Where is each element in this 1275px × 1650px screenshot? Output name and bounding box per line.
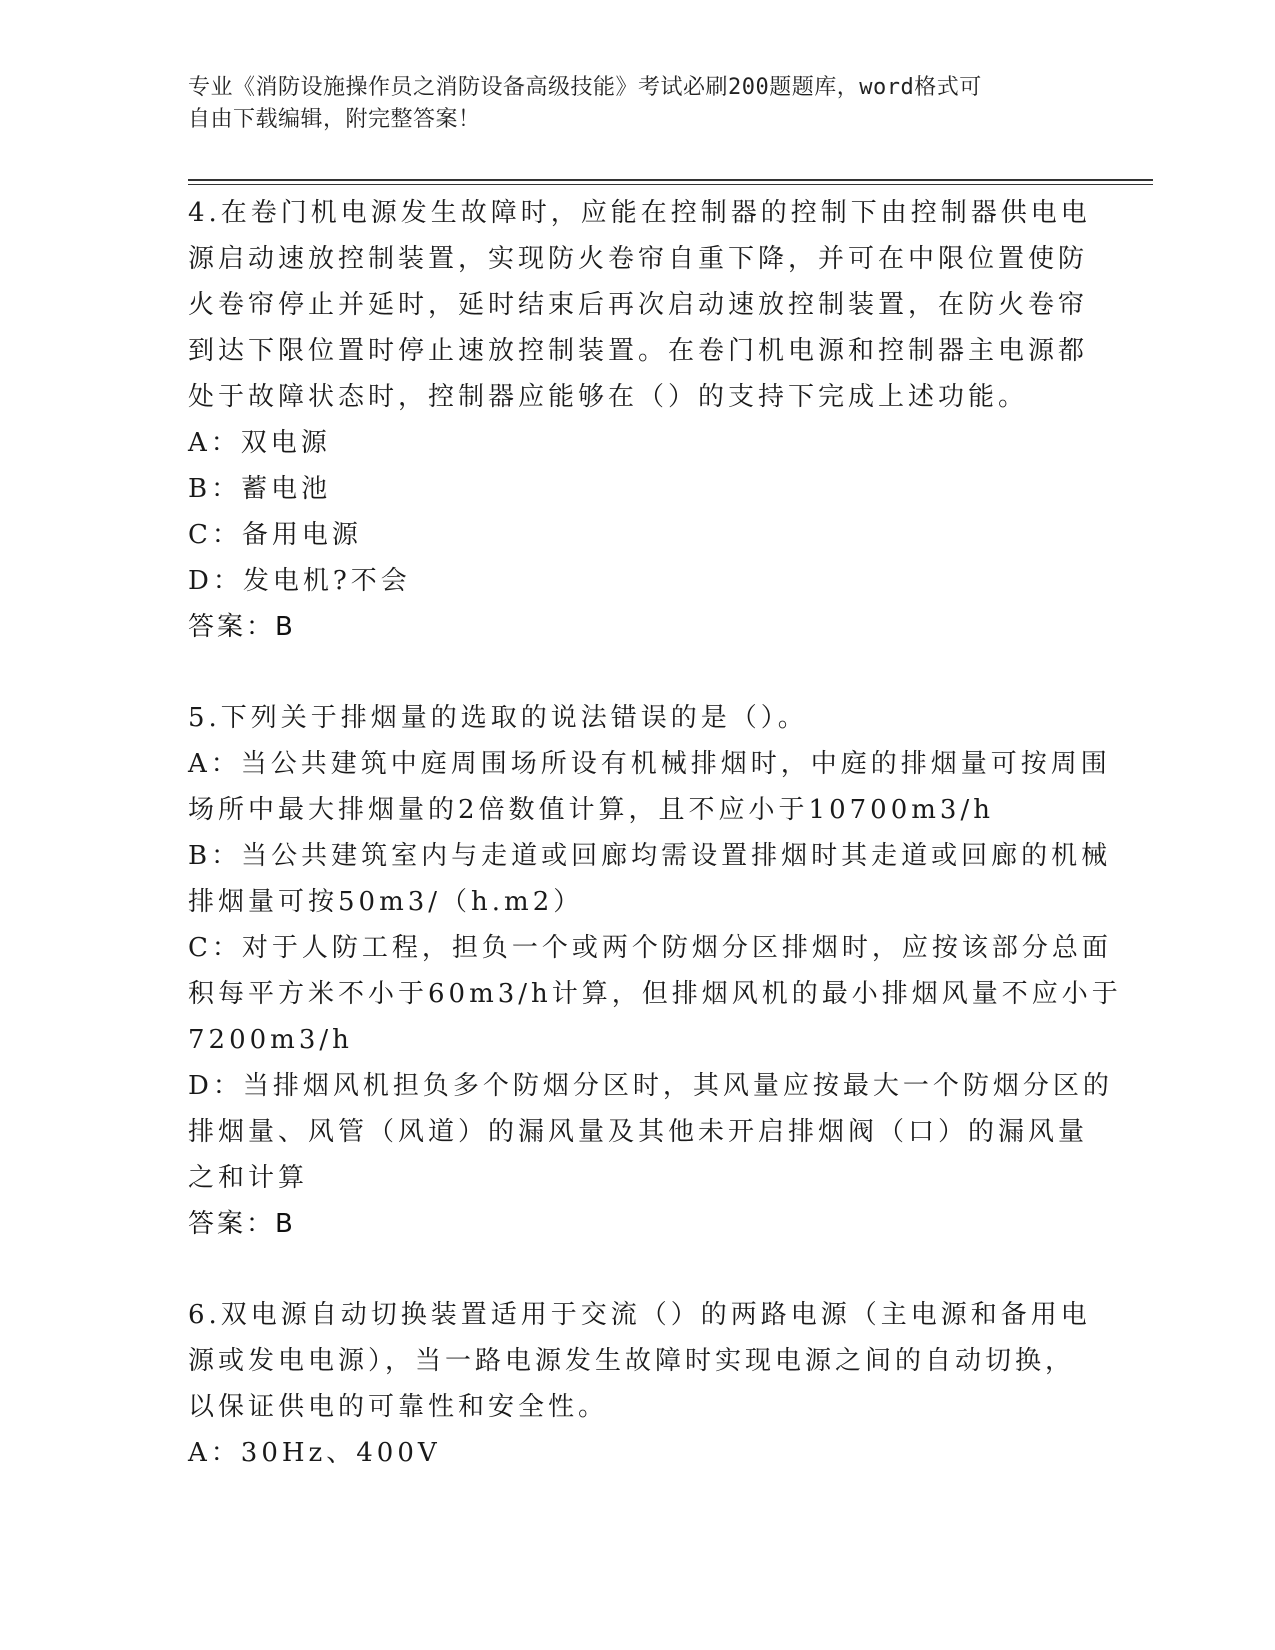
question-4-option-c: C：备用电源 [188, 520, 362, 550]
question-5-option-b-cont: 排烟量可按50m3/（h.m2） [188, 887, 584, 917]
question-5-option-b: B：当公共建筑室内与走道或回廊均需设置排烟时其走道或回廊的机械 [188, 841, 1112, 871]
header-line-1: 专业《消防设施操作员之消防设备高级技能》考试必刷200题题库，word格式可 [188, 75, 982, 100]
question-4-stem-line: 源启动速放控制装置，实现防火卷帘自重下降，并可在中限位置使防 [188, 244, 1089, 274]
question-5-stem-line: 5.下列关于排烟量的选取的说法错误的是（）。 [188, 703, 808, 733]
question-4-answer: 答案：B [188, 612, 296, 642]
question-5-option-c-cont: 7200m3/h [188, 1025, 353, 1055]
question-6 [188, 1292, 1188, 1476]
header-line-2: 自由下载编辑，附完整答案！ [188, 107, 481, 132]
question-5-option-d-cont: 之和计算 [188, 1163, 309, 1193]
document-body [188, 190, 1188, 1476]
question-6-stem-line: 源或发电电源），当一路电源发生故障时实现电源之间的自动切换， [188, 1346, 1076, 1376]
question-4-option-a: A：双电源 [188, 428, 331, 458]
question-5-option-d: D：当排烟风机担负多个防烟分区时，其风量应按最大一个防烟分区的 [188, 1071, 1113, 1101]
question-4-stem-line: 4.在卷门机电源发生故障时，应能在控制器的控制下由控制器供电电 [188, 198, 1091, 228]
question-4-stem-line: 到达下限位置时停止速放控制装置。在卷门机电源和控制器主电源都 [188, 336, 1089, 366]
question-5-option-c: C：对于人防工程，担负一个或两个防烟分区排烟时，应按该部分总面 [188, 933, 1112, 963]
question-5-answer: 答案：B [188, 1209, 296, 1239]
question-6-stem-line: 以保证供电的可靠性和安全性。 [188, 1392, 609, 1422]
question-5-option-c-cont: 积每平方米不小于60m3/h计算，但排烟风机的最小排烟风量不应小于 [188, 979, 1122, 1009]
question-4-option-d: D：发电机?不会 [188, 566, 411, 596]
question-spacer [188, 650, 1188, 695]
question-5-option-d-cont: 排烟量、风管（风道）的漏风量及其他未开启排烟阀（口）的漏风量 [188, 1117, 1089, 1147]
question-6-option-a: A：30Hz、400V [188, 1438, 441, 1468]
page-header [188, 72, 1068, 136]
question-4 [188, 190, 1188, 650]
question-5-option-a-cont: 场所中最大排烟量的2倍数值计算，且不应小于10700m3/h [188, 795, 994, 825]
header-rule-thin [188, 184, 1153, 185]
header-rule-thick [188, 179, 1153, 181]
question-5-option-a: A：当公共建筑中庭周围场所设有机械排烟时，中庭的排烟量可按周围 [188, 749, 1111, 779]
question-spacer [188, 1247, 1188, 1292]
question-4-stem-line: 处于故障状态时，控制器应能够在（）的支持下完成上述功能。 [188, 382, 1029, 412]
question-4-option-b: B：蓄电池 [188, 474, 332, 504]
question-5 [188, 695, 1188, 1247]
question-6-stem-line: 6.双电源自动切换装置适用于交流（）的两路电源（主电源和备用电 [188, 1300, 1091, 1330]
question-4-stem-line: 火卷帘停止并延时，延时结束后再次启动速放控制装置，在防火卷帘 [188, 290, 1089, 320]
